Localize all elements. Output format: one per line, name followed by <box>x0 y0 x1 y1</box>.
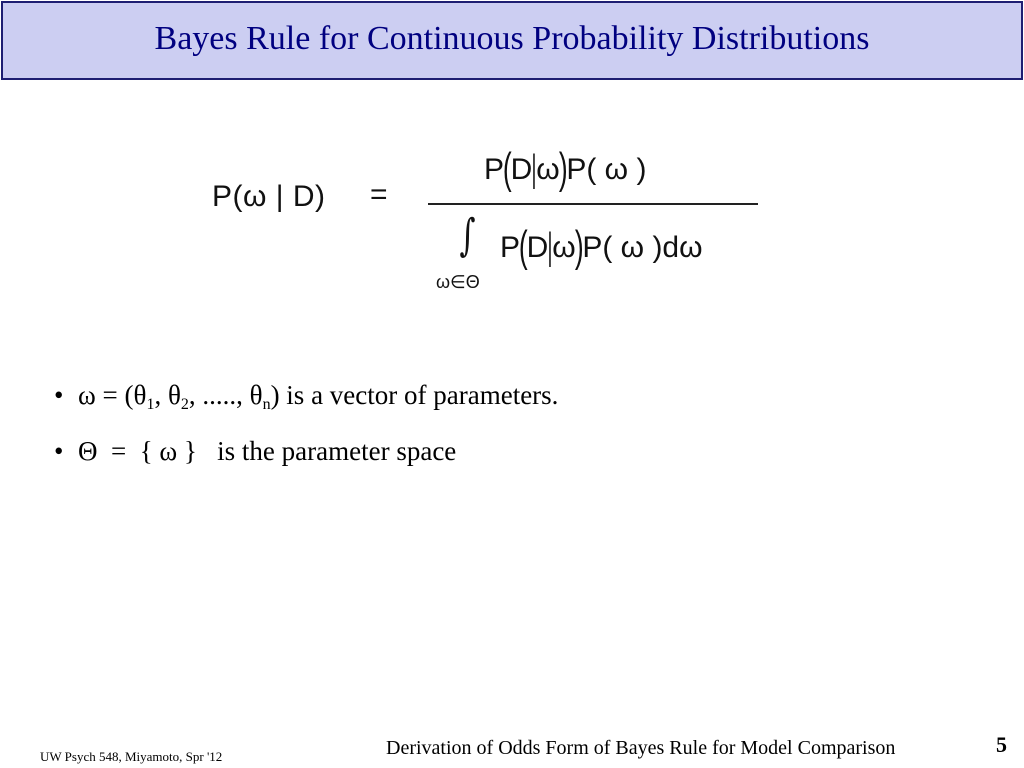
num-p2: P( <box>566 153 597 186</box>
bullet-marker: • <box>54 436 64 466</box>
footer-course-label: UW Psych 548, Miyamoto, Spr '12 <box>40 749 223 764</box>
bullet-1-mid-2: , ....., θ <box>188 380 263 410</box>
formula-lhs: P(ω | D) <box>212 180 326 213</box>
num-open-paren: ( <box>502 144 512 193</box>
den-p2: P( <box>582 231 613 264</box>
bayes-formula <box>0 0 1024 320</box>
integral-sign: ∫ <box>459 210 476 261</box>
num-close-paren: ) <box>558 144 568 193</box>
den-given-bar: | <box>547 226 553 268</box>
formula-equals: = <box>370 178 388 211</box>
integral-subscript: ω∈Θ <box>436 272 480 292</box>
page-number: 5 <box>996 732 1007 757</box>
den-d: D <box>526 231 549 264</box>
bullet-2-text: Θ = { ω } is the parameter space <box>78 436 457 466</box>
bullet-1-sub-n: n <box>262 396 271 413</box>
num-d: D <box>510 153 533 186</box>
bullet-1-mid-1: , θ <box>154 380 181 410</box>
den-close-paren: ) <box>574 222 584 271</box>
formula-denominator <box>500 218 703 271</box>
den-open-paren: ( <box>518 222 528 271</box>
den-omega2: ω <box>620 231 645 264</box>
bullet-item-2 <box>54 436 558 492</box>
den-p1: P <box>500 231 521 264</box>
bullet-1-prefix: ω = (θ <box>78 380 147 410</box>
num-omega2: ω <box>604 153 629 186</box>
bullet-1-sub-2: 2 <box>180 396 189 413</box>
bullet-list <box>54 380 558 492</box>
bullet-1-suffix: ) is a vector of parameters. <box>270 380 559 410</box>
num-given-bar: | <box>531 148 537 190</box>
bullet-1-sub-1: 1 <box>146 396 155 413</box>
formula-numerator <box>484 140 647 193</box>
slide-title: Bayes Rule for Continuous Probability Distributions <box>154 19 870 57</box>
num-p1: P <box>484 153 505 186</box>
den-omega1: ω <box>552 231 576 264</box>
num-omega1: ω <box>536 153 560 186</box>
footer-slide-subject: Derivation of Odds Form of Bayes Rule for Model Comparison <box>386 737 896 759</box>
bullet-item-1 <box>54 380 558 436</box>
num-close: ) <box>636 153 647 186</box>
fraction-line <box>428 203 758 205</box>
den-close: )dω <box>652 231 703 264</box>
bullet-marker: • <box>54 380 64 410</box>
